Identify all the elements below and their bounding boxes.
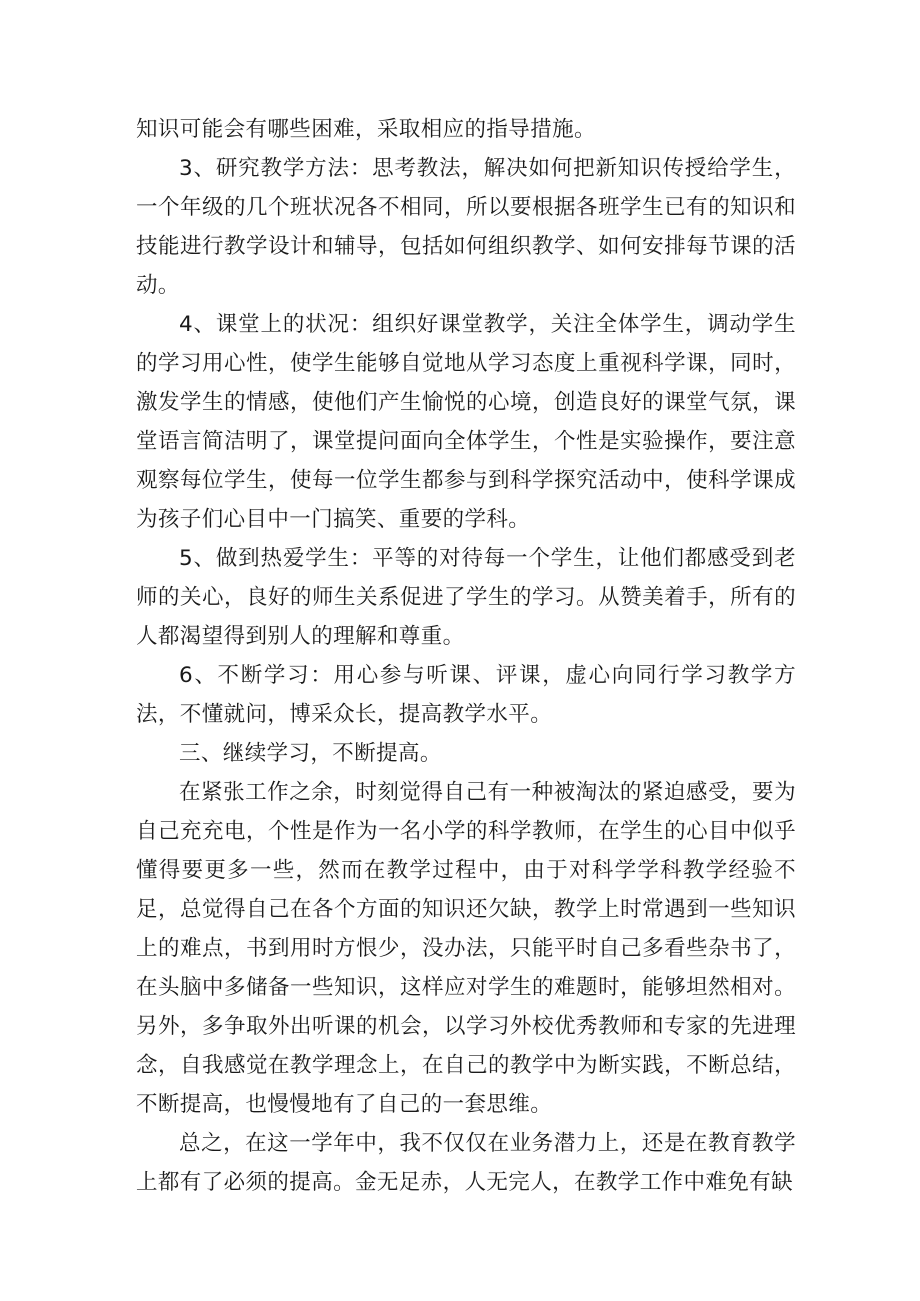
paragraph-keep-learning: 6、不断学习：用心参与听课、评课，虚心向同行学习教学方法，不懂就问，博采众长，提高教学水平。: [136, 663, 796, 727]
paragraph-teaching-method: 3、研究教学方法：思考教法，解决如何把新知识传授给学生，一个年级的几个班状况各不相同，所以要根据各班学生已有的知识和技能进行教学设计和辅导，包括如何组织教学、如何安排每节课的活动。: [136, 156, 796, 298]
paragraph-continuation: 知识可能会有哪些困难，采取相应的指导措施。: [136, 117, 596, 142]
section-heading-continue-learning: 三、继续学习，不断提高。: [179, 741, 442, 766]
paragraph-love-students: 5、做到热爱学生：平等的对待每一个学生，让他们都感受到老师的关心，良好的师生关系促进了学生的学习。从赞美着手，所有的人都渴望得到别人的理解和尊重。: [136, 546, 796, 649]
document-body: [136, 110, 796, 1202]
paragraph-classroom-status: 4、课堂上的状况：组织好课堂教学，关注全体学生，调动学生的学习用心性，使学生能够自觉地从学习态度上重视科学课，同时，激发学生的情感，使他们产生愉悦的心境，创造良好的课堂气氛，课堂语言简洁明了，课堂提问面向全体学生，个性是实验操作，要注意观察每位学生，使每一位学生都参与到科学探究活动中，使科学课成为孩子们心目中一门搞笑、重要的学科。: [136, 312, 796, 532]
paragraph-self-improvement: 在紧张工作之余，时刻觉得自己有一种被淘汰的紧迫感受，要为自己充充电，个性是作为一名小学的科学教师，在学生的心目中似乎懂得要更多一些，然而在教学过程中，由于对科学学科教学经验不足，总觉得自己在各个方面的知识还欠缺，教学上时常遇到一些知识上的难点，书到用时方恨少，没办法，只能平时自己多看些杂书了，在头脑中多储备一些知识，这样应对学生的难题时，能够坦然相对。另外，多争取外出听课的机会，以学习外校优秀教师和专家的先进理念，自我感觉在教学理念上，在自己的教学中为断实践，不断总结，不断提高，也慢慢地有了自己的一套思维。: [136, 780, 796, 1117]
paragraph-summary: 总之，在这一学年中，我不仅仅在业务潜力上，还是在教育教学上都有了必须的提高。金无足赤，人无完人，在教学工作中难免有缺: [136, 1131, 796, 1195]
